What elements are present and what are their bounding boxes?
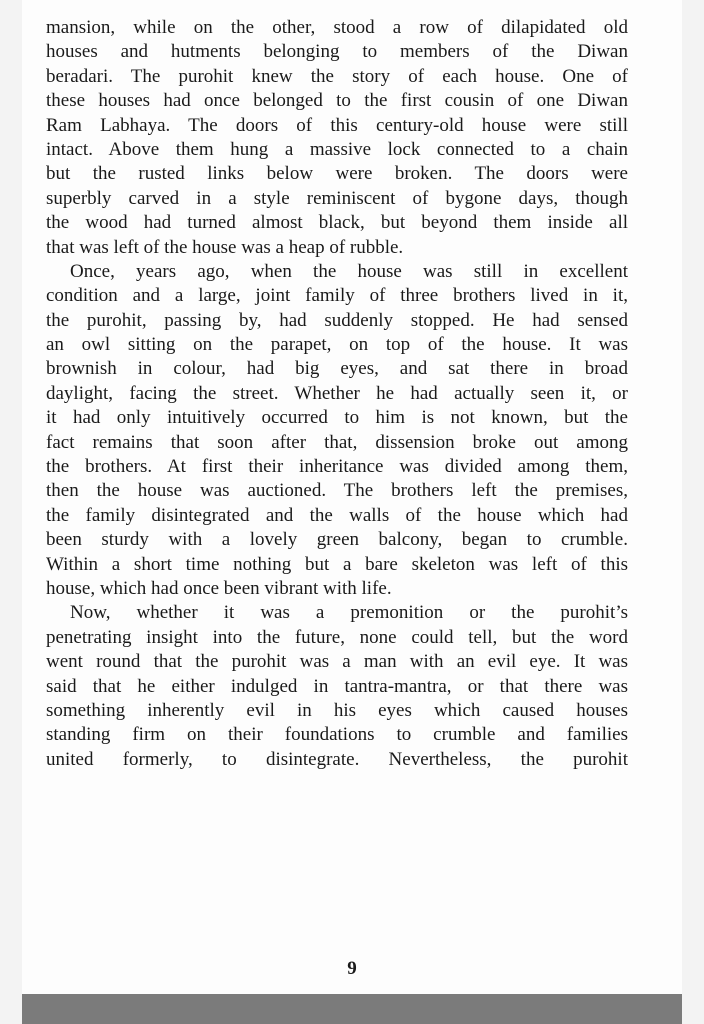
- paragraph: [46, 260, 628, 601]
- text-line: the family disintegrated and the walls of the house which had: [46, 504, 628, 526]
- body-text: [46, 16, 628, 772]
- text-line: said that he either indulged in tantra-mantra, or that there was: [46, 675, 628, 697]
- text-line: but the rusted links below were broken. The doors were: [46, 163, 628, 185]
- text-line: Now, whether it was a premonition or the purohit’s: [70, 602, 628, 624]
- text-line: went round that the purohit was a man with an evil eye. It was: [46, 651, 628, 673]
- text-line: penetrating insight into the future, none could tell, but the word: [46, 626, 628, 648]
- text-line: been sturdy with a lovely green balcony, began to crumble.: [46, 529, 628, 551]
- page-bottom-edge: [22, 994, 682, 1024]
- text-line: united formerly, to disintegrate. Nevertheless, the purohit: [46, 748, 628, 770]
- text-line: brownish in colour, had big eyes, and sat there in broad: [46, 358, 628, 380]
- text-line: houses and hutments belonging to members of the Diwan: [46, 41, 628, 63]
- text-line: Ram Labhaya. The doors of this century-old house were still: [46, 114, 628, 136]
- text-line: then the house was auctioned. The brothers left the premises,: [46, 480, 628, 502]
- text-line: mansion, while on the other, stood a row of dilapidated old: [46, 17, 628, 38]
- text-line: superbly carved in a style reminiscent of bygone days, though: [46, 187, 628, 209]
- text-line: intact. Above them hung a massive lock connected to a chain: [46, 138, 628, 160]
- text-line: something inherently evil in his eyes which caused houses: [46, 699, 628, 721]
- text-line: an owl sitting on the parapet, on top of the house. It was: [46, 334, 628, 356]
- text-line: Once, years ago, when the house was still in excellent: [70, 260, 628, 282]
- text-line: the wood had turned almost black, but beyond them inside all: [46, 212, 628, 234]
- paragraph: [46, 601, 628, 772]
- text-line: standing firm on their foundations to crumble and families: [46, 724, 628, 746]
- text-line: it had only intuitively occurred to him is not known, but the: [46, 407, 628, 429]
- text-line: daylight, facing the street. Whether he had actually seen it, or: [46, 382, 628, 404]
- page-number: 9: [347, 958, 357, 979]
- text-line: condition and a large, joint family of three brothers lived in it,: [46, 285, 628, 307]
- text-line: the brothers. At first their inheritance was divided among them,: [46, 456, 628, 478]
- text-line: these houses had once belonged to the first cousin of one Diwan: [46, 90, 628, 112]
- text-line: that was left of the house was a heap of rubble.: [46, 236, 404, 258]
- text-line: Within a short time nothing but a bare skeleton was left of this: [46, 553, 628, 575]
- text-line: house, which had once been vibrant with life.: [46, 577, 392, 599]
- text-line: beradari. The purohit knew the story of each house. One of: [46, 65, 628, 87]
- paragraph: [46, 16, 628, 260]
- text-line: the purohit, passing by, had suddenly stopped. He had sensed: [46, 309, 628, 331]
- text-line: fact remains that soon after that, dissension broke out among: [46, 431, 628, 453]
